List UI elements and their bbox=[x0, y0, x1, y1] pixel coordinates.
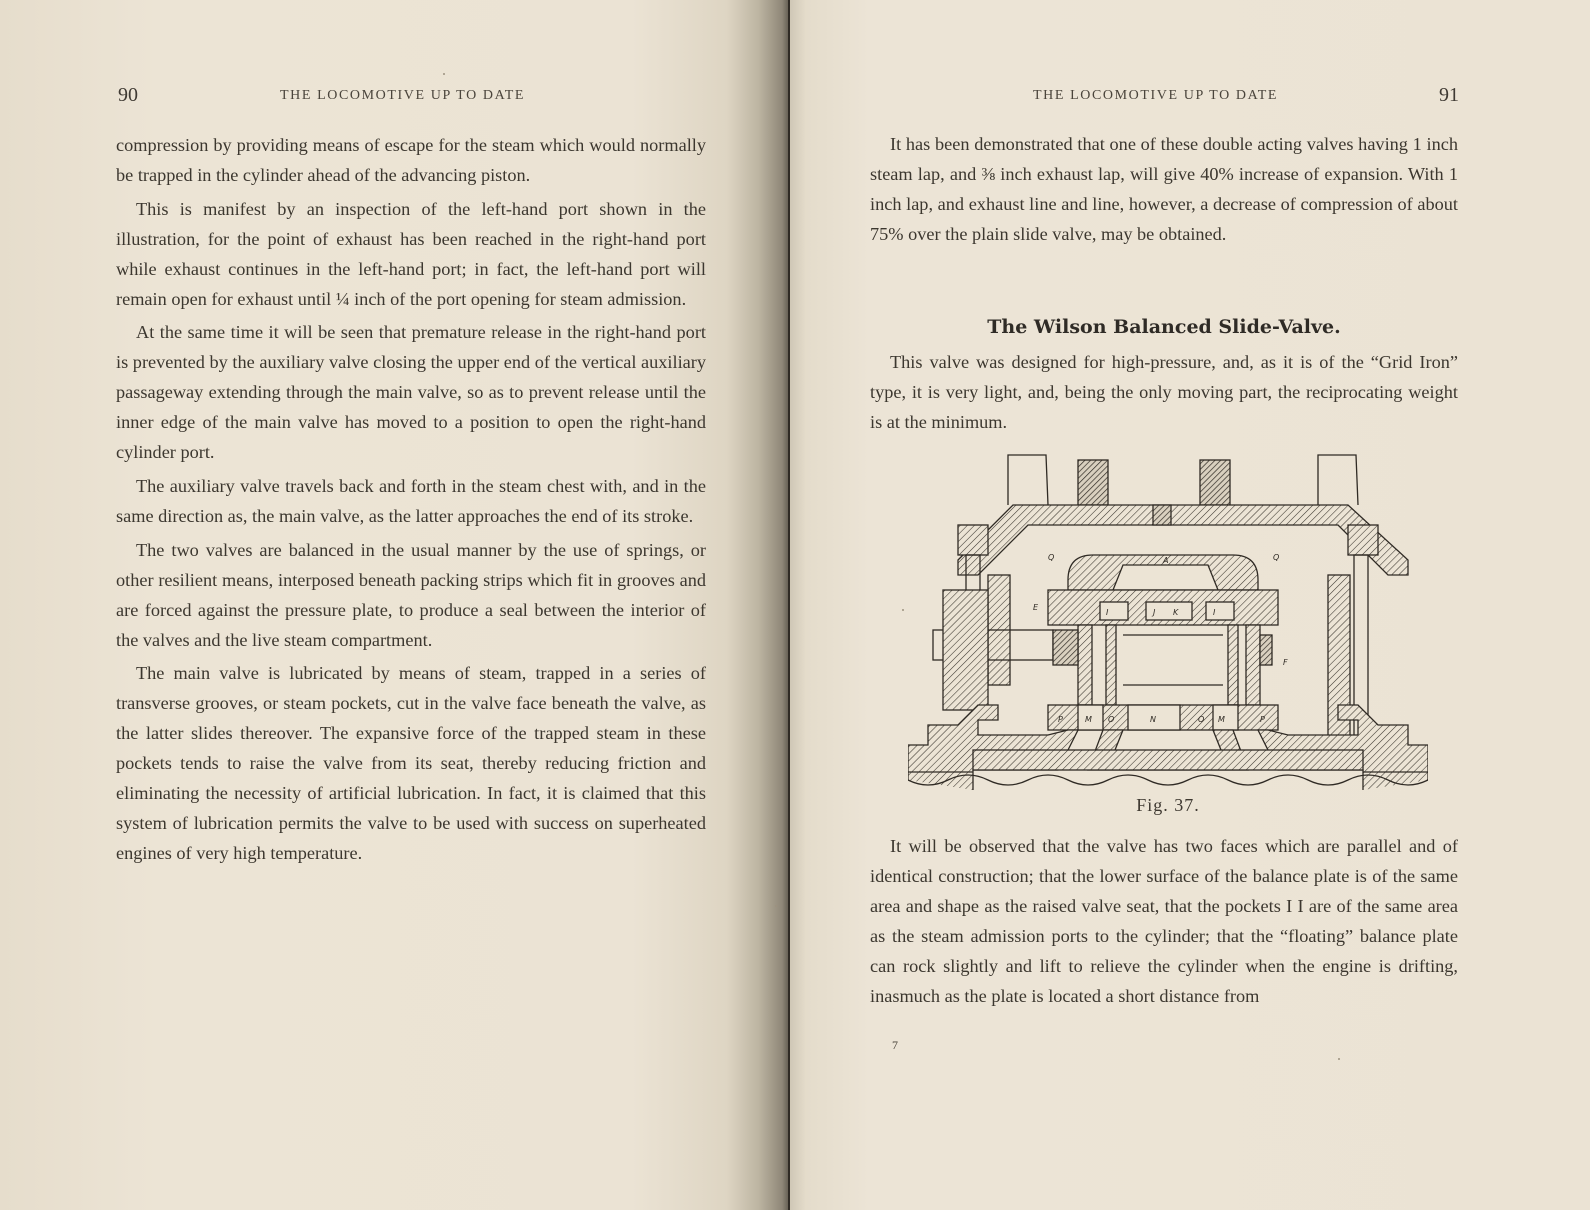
figure-caption: Fig. 37. bbox=[1136, 795, 1200, 815]
svg-text:A: A bbox=[1163, 556, 1169, 565]
paper-speck bbox=[1338, 1058, 1340, 1060]
paper-speck bbox=[443, 73, 445, 75]
paragraph: It has been demonstrated that one of these double acting valves having 1 inch steam lap, and ⅜ inch exhaust lap, will give 40% increase of expansion. With 1 inch lap, and exhaust line and line, however, a decrease of compression of about 75% over the plain slide valve, may be obtained. bbox=[870, 134, 1458, 244]
svg-text:I: I bbox=[1106, 608, 1109, 617]
right-page bbox=[790, 0, 1590, 1210]
left-page bbox=[0, 0, 790, 1210]
svg-text:P: P bbox=[1058, 715, 1063, 724]
svg-text:P: P bbox=[1260, 715, 1265, 724]
svg-text:I: I bbox=[1213, 608, 1216, 617]
svg-text:K: K bbox=[1173, 608, 1179, 617]
page-number-left: 90 bbox=[118, 84, 138, 106]
paragraph: The main valve is lubricated by means of steam, trapped in a series of transverse grooves, or steam pockets, cut in the valve face beneath the valve, as the latter slides thereover. The expansive force of the trapped steam in these pockets tends to raise the valve from its seat, thereby reducing friction and eliminating the necessity of artificial lubrication. In fact, it is claimed that this system of lubrication permits the valve to be used with success on superheated engines of very high temperature. bbox=[116, 663, 706, 863]
paragraph: At the same time it will be seen that premature release in the right-hand port is prevented by the auxiliary valve closing the upper end of the vertical auxiliary passageway extending through the main valve, so as to prevent release until the inner edge of the main valve has moved to a position to open the right-hand cylinder port. bbox=[116, 322, 706, 463]
page-number-right: 91 bbox=[1439, 84, 1459, 106]
svg-text:Q: Q bbox=[1273, 553, 1280, 562]
paragraph: compression by providing means of escape for the steam which would normally be trapped in the cylinder ahead of the advancing piston. bbox=[116, 135, 706, 185]
running-head-right: THE LOCOMOTIVE UP TO DATE bbox=[1033, 88, 1279, 103]
paragraph: The auxiliary valve travels back and forth in the steam chest with, and in the same direction as, the main valve, as the latter approaches the end of its stroke. bbox=[116, 475, 706, 526]
svg-text:E: E bbox=[1033, 603, 1039, 612]
paragraph: The two valves are balanced in the usual manner by the use of springs, or other resilient means, interposed beneath packing strips which fit in grooves and are forced against the pressure plate, to produce a seal between the interior of the valves and the live steam compartment. bbox=[116, 539, 706, 650]
paper-speck bbox=[902, 609, 904, 611]
svg-text:O: O bbox=[1108, 715, 1115, 724]
svg-text:F: F bbox=[1283, 658, 1288, 667]
running-head-left: THE LOCOMOTIVE UP TO DATE bbox=[280, 88, 526, 103]
paper-speck bbox=[775, 905, 777, 907]
intro-text bbox=[870, 130, 1458, 254]
figure-37-valve-diagram bbox=[908, 450, 1428, 800]
paragraph: It will be observed that the valve has two faces which are parallel and of identical construction; that the lower surface of the balance plate is of the same area and shape as the raised valve seat, that the pockets I I are of the same area as the steam admission ports to the cylinder; that the “floating” balance plate can rock slightly and lift to relieve the cylinder when the engine is drifting, inasmuch as the plate is located a short distance from bbox=[870, 836, 1458, 1006]
svg-text:N: N bbox=[1150, 715, 1156, 724]
left-page-body bbox=[116, 131, 706, 873]
svg-text:Q: Q bbox=[1048, 553, 1055, 562]
closing-text bbox=[870, 832, 1458, 1015]
paragraph: This valve was designed for high-pressure, and, as it is of the “Grid Iron” type, it is very light, and, being the only moving part, the reciprocating weight is at the minimum. bbox=[870, 352, 1458, 432]
signature-mark: 7 bbox=[892, 1038, 898, 1052]
svg-text:J: J bbox=[1153, 608, 1156, 617]
section-text bbox=[870, 348, 1458, 442]
section-heading: The Wilson Balanced Slide-Valve. bbox=[987, 316, 1341, 338]
paragraph: This is manifest by an inspection of the left-hand port shown in the illustration, for the point of exhaust has been reached in the right-hand port while exhaust continues in the left-hand port; in fact, the left-hand port will remain open for exhaust until ¼ inch of the port opening for steam admission. bbox=[116, 198, 706, 309]
svg-text:M: M bbox=[1218, 715, 1225, 724]
svg-text:O: O bbox=[1198, 715, 1205, 724]
svg-text:M: M bbox=[1085, 715, 1092, 724]
valve-section-drawing bbox=[908, 450, 1428, 800]
